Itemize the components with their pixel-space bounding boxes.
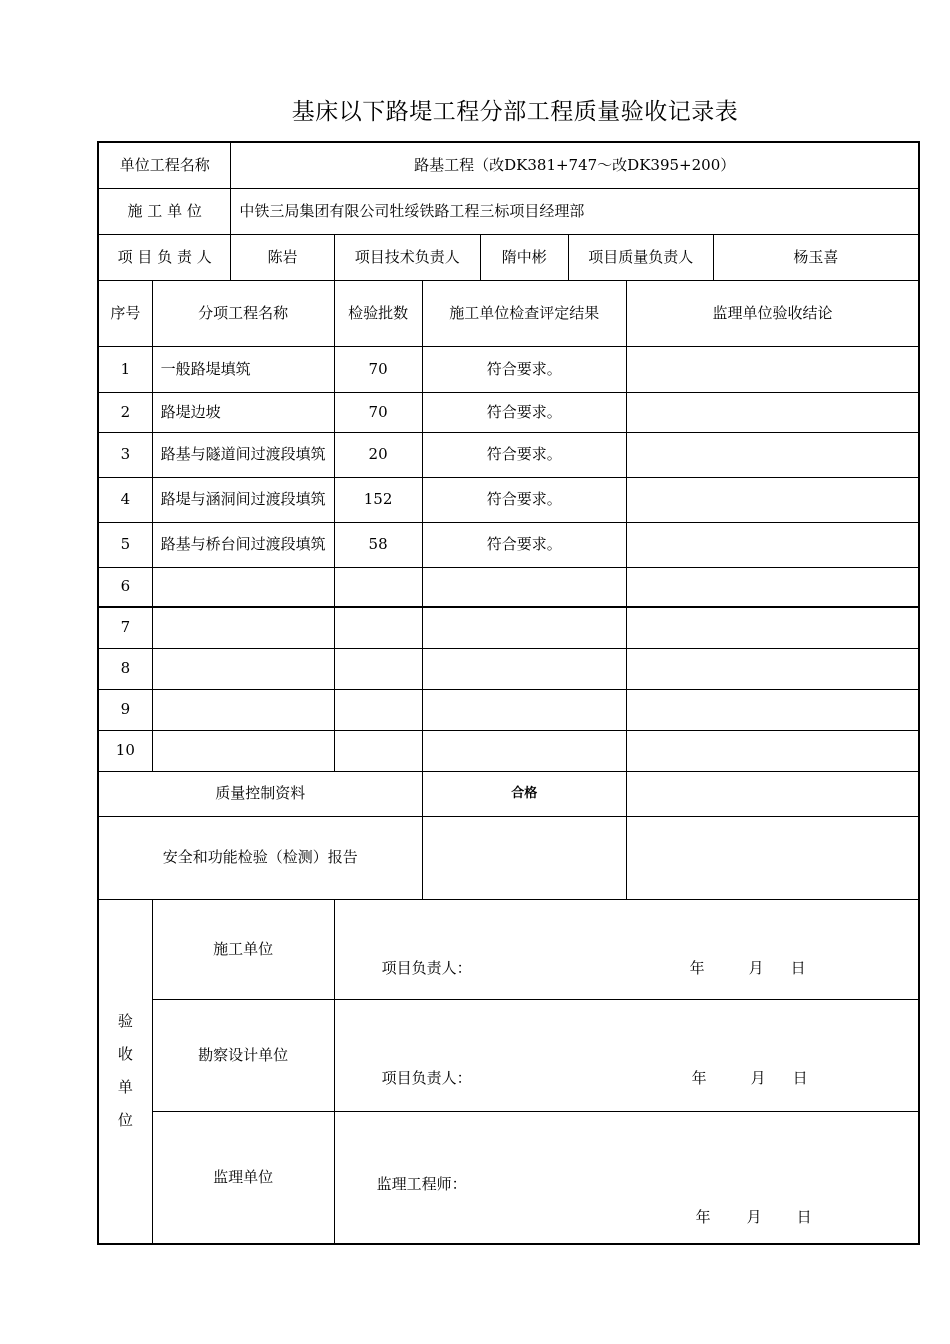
- contractor-label: 施 工 单 位: [98, 188, 231, 234]
- group-char: 收: [117, 1045, 133, 1064]
- supervision-day: 日: [796, 1207, 812, 1226]
- group-char: 验: [117, 1012, 133, 1031]
- row-batches: [334, 607, 422, 648]
- row-conclusion: [626, 477, 919, 522]
- row-name: [152, 689, 334, 730]
- row-conclusion: [626, 432, 919, 477]
- construction-year: 年: [689, 958, 705, 977]
- tech-value: 隋中彬: [480, 234, 568, 280]
- table-row: [98, 567, 919, 607]
- table-row: [98, 477, 919, 522]
- quality-docs-row: [98, 771, 919, 816]
- table-row: [98, 522, 919, 567]
- acceptance-row-construction: [98, 899, 919, 999]
- header-row-contractor: [98, 188, 919, 234]
- supervision-sign-label: 监理工程师：: [376, 1174, 467, 1193]
- row-name: 路堤边坡: [152, 392, 334, 432]
- row-conclusion: [626, 689, 919, 730]
- row-no: 9: [98, 689, 152, 730]
- design-month: 月: [750, 1068, 766, 1087]
- row-result: 符合要求。: [422, 346, 626, 392]
- col-no-header: 序号: [98, 280, 152, 346]
- design-unit-label: 勘察设计单位: [152, 999, 334, 1111]
- row-batches: 20: [334, 432, 422, 477]
- design-day: 日: [792, 1068, 808, 1087]
- row-batches: [334, 648, 422, 689]
- quality-label: 项目质量负责人: [568, 234, 713, 280]
- group-char: 位: [117, 1111, 133, 1130]
- safety-report-conclusion: [626, 816, 919, 899]
- unit-project-value: 路基工程（改DK381+747～改DK395+200）: [231, 142, 919, 188]
- row-batches: 70: [334, 392, 422, 432]
- supervision-unit-label: 监理单位: [152, 1111, 334, 1244]
- row-no: 5: [98, 522, 152, 567]
- acceptance-row-design: [98, 999, 919, 1111]
- col-batches-header: 检验批数: [334, 280, 422, 346]
- row-no: 8: [98, 648, 152, 689]
- row-name: 一般路堤填筑: [152, 346, 334, 392]
- quality-docs-conclusion: [626, 771, 919, 816]
- row-batches: [334, 689, 422, 730]
- table-row: [98, 432, 919, 477]
- construction-day: 日: [790, 958, 806, 977]
- construction-signature-cell: [334, 899, 919, 999]
- safety-report-result: [422, 816, 626, 899]
- supervision-year: 年: [695, 1207, 711, 1226]
- group-char: 单: [117, 1078, 133, 1097]
- row-batches: 152: [334, 477, 422, 522]
- pm-label: 项 目 负 责 人: [98, 234, 231, 280]
- quality-value: 杨玉喜: [713, 234, 919, 280]
- row-name: [152, 567, 334, 607]
- row-result: 符合要求。: [422, 432, 626, 477]
- table-row: [98, 689, 919, 730]
- table-row: [98, 392, 919, 432]
- supervision-month: 月: [746, 1207, 762, 1226]
- row-conclusion: [626, 346, 919, 392]
- row-no: 4: [98, 477, 152, 522]
- table-row: [98, 648, 919, 689]
- tech-label: 项目技术负责人: [334, 234, 480, 280]
- acceptance-form-table: [97, 141, 920, 1245]
- row-name: 路基与隧道间过渡段填筑: [152, 432, 334, 477]
- row-batches: 58: [334, 522, 422, 567]
- row-no: 6: [98, 567, 152, 607]
- row-name: [152, 648, 334, 689]
- row-batches: [334, 730, 422, 771]
- row-name: [152, 730, 334, 771]
- design-year: 年: [691, 1068, 707, 1087]
- acceptance-row-supervision: [98, 1111, 919, 1244]
- header-row-unit-project: [98, 142, 919, 188]
- row-conclusion: [626, 567, 919, 607]
- col-conclusion-header: 监理单位验收结论: [626, 280, 919, 346]
- row-result: 符合要求。: [422, 522, 626, 567]
- construction-month: 月: [748, 958, 764, 977]
- row-conclusion: [626, 730, 919, 771]
- row-result: 符合要求。: [422, 477, 626, 522]
- row-conclusion: [626, 522, 919, 567]
- row-batches: [334, 567, 422, 607]
- pm-value: 陈岩: [231, 234, 334, 280]
- header-row-responsible: [98, 234, 919, 280]
- row-batches: 70: [334, 346, 422, 392]
- row-result: 符合要求。: [422, 392, 626, 432]
- row-no: 10: [98, 730, 152, 771]
- row-result: [422, 648, 626, 689]
- row-name: 路基与桥台间过渡段填筑: [152, 522, 334, 567]
- row-result: [422, 567, 626, 607]
- row-result: [422, 730, 626, 771]
- table-row: [98, 346, 919, 392]
- acceptance-group-label: [98, 899, 152, 1244]
- row-no: 2: [98, 392, 152, 432]
- row-result: [422, 607, 626, 648]
- row-name: [152, 607, 334, 648]
- supervision-signature-cell: [334, 1111, 919, 1244]
- design-sign-label: 项目负责人：: [381, 1068, 472, 1087]
- row-conclusion: [626, 607, 919, 648]
- unit-project-label: 单位工程名称: [98, 142, 231, 188]
- quality-docs-result: 合格: [422, 771, 626, 816]
- safety-report-row: [98, 816, 919, 899]
- row-result: [422, 689, 626, 730]
- safety-report-label: 安全和功能检验（检测）报告: [98, 816, 422, 899]
- row-name: 路堤与涵洞间过渡段填筑: [152, 477, 334, 522]
- construction-unit-label: 施工单位: [152, 899, 334, 999]
- table-row: [98, 730, 919, 771]
- table-row: [98, 607, 919, 648]
- row-conclusion: [626, 648, 919, 689]
- row-conclusion: [626, 392, 919, 432]
- page-title: 基床以下路堤工程分部工程质量验收记录表: [291, 99, 739, 125]
- column-header-row: [98, 280, 919, 346]
- col-result-header: 施工单位检查评定结果: [422, 280, 626, 346]
- row-no: 1: [98, 346, 152, 392]
- quality-docs-label: 质量控制资料: [98, 771, 422, 816]
- row-no: 3: [98, 432, 152, 477]
- construction-sign-label: 项目负责人：: [381, 958, 472, 977]
- design-signature-cell: [334, 999, 919, 1111]
- col-name-header: 分项工程名称: [152, 280, 334, 346]
- contractor-value: 中铁三局集团有限公司牡绥铁路工程三标项目经理部: [231, 188, 919, 234]
- row-no: 7: [98, 607, 152, 648]
